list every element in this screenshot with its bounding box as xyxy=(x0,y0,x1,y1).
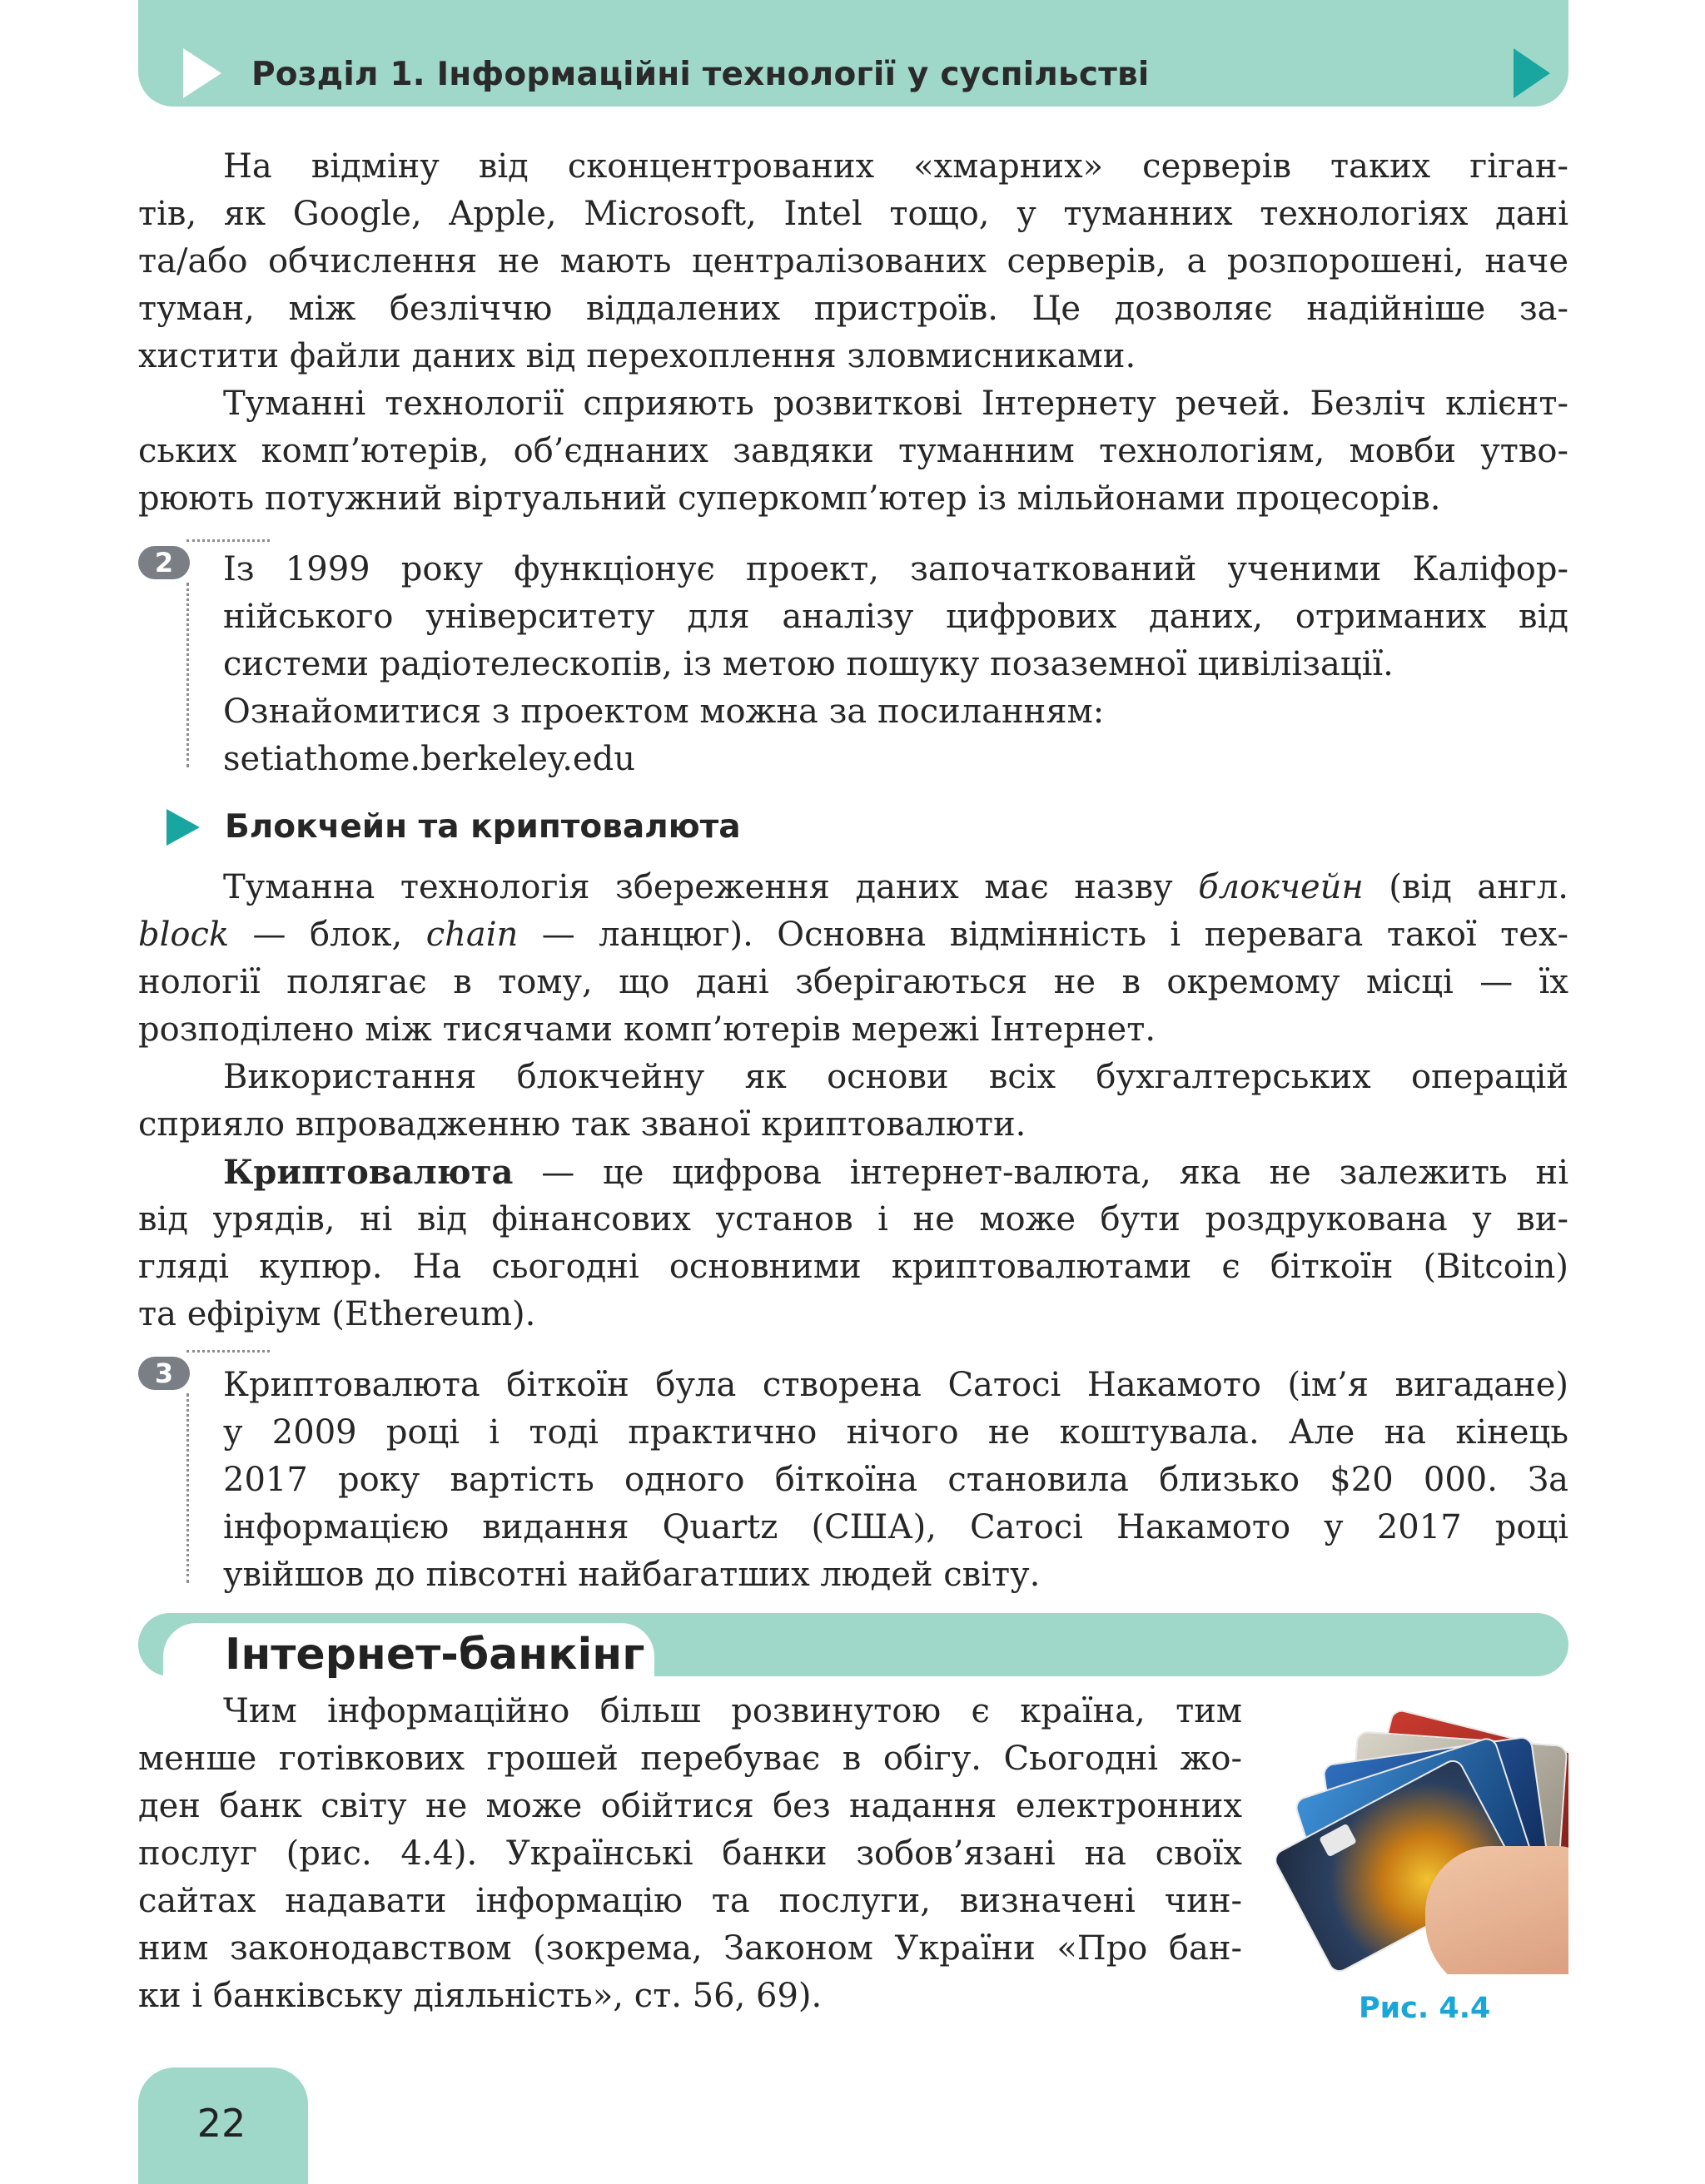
text-line: від урядів, ні від фінансових установ і не може бути роздрукована у ви- xyxy=(138,1200,1568,1238)
subheading-arrow-icon xyxy=(167,809,200,846)
text-line: Чим інформаційно більш розвинутою є країна, тим xyxy=(223,1692,1242,1730)
text-line: Ознайомитися з проектом можна за посиланням: xyxy=(223,692,1105,731)
text-line: Із 1999 року функціонує проект, започаткований ученими Каліфор- xyxy=(223,550,1568,588)
seti-link[interactable]: setiathome.berkeley.edu xyxy=(223,740,635,778)
paragraph-fog-technologies xyxy=(138,143,1568,380)
text-line: Використання блокчейну як основи всіх бухгалтерських операцій xyxy=(223,1058,1568,1096)
note-divider xyxy=(186,1350,270,1353)
page-number: 22 xyxy=(196,2101,246,2146)
text-line: гляді купюр. На сьогодні основними криптовалютами є біткоїн (Bitcoin) xyxy=(138,1248,1568,1286)
text-line: Туманні технології сприяють розвиткові Інтернету речей. Безліч клієнт- xyxy=(223,385,1568,423)
text-line: та/або обчислення не мають централізованих серверів, а розпорошені, наче xyxy=(138,242,1568,280)
text-line: у 2009 році і тоді практично нічого не коштувала. Але на кінець xyxy=(223,1413,1568,1452)
text-line: сайтах надавати інформацію та послуги, визначені чин- xyxy=(138,1882,1242,1920)
note-satoshi-nakamoto xyxy=(223,1362,1568,1599)
note-margin-line xyxy=(186,583,189,767)
text-line: ських комп’ютерів, об’єднаних завдяки туманним технологіям, мовби утво- xyxy=(138,432,1568,470)
text-line: сприяло впровадженню так званої криптовалюти. xyxy=(138,1105,1026,1144)
text-line: ки і банківську діяльність», ст. 56, 69). xyxy=(138,1977,823,2015)
text-line xyxy=(138,864,1568,911)
term-blockchain: блокчейн xyxy=(1198,868,1364,906)
paragraph-internet-banking xyxy=(138,1688,1242,2020)
text-run: — ланцюг). Основна відмінність і перевага такої тех- xyxy=(518,916,1568,954)
term-chain: chain xyxy=(425,916,519,954)
text-line xyxy=(138,911,1568,959)
text-line: ден банк світу не може обійтися без надання електронних xyxy=(138,1787,1242,1825)
text-line: системи радіотелескопів, із метою пошуку позаземної цивілізації. xyxy=(223,645,1394,683)
text-line: хистити файли даних від перехоплення зловмисниками. xyxy=(138,337,1136,375)
text-line: рюють потужний віртуальний суперкомп’ютер із мільйонами процесорів. xyxy=(138,479,1441,518)
text-run: Туманна технологія збереження даних має назву xyxy=(223,868,1199,906)
text-line: туман, між безліччю віддалених пристроїв. Це дозволяє надійніше за- xyxy=(138,290,1568,328)
text-line: увійшов до півсотні найбагатших людей світу. xyxy=(223,1556,1041,1594)
text-run: (від англ. xyxy=(1363,868,1568,906)
text-line: послуг (рис. 4.4). Українські банки зобов’язані на своїх xyxy=(138,1834,1242,1873)
paragraph-accounting xyxy=(138,1054,1568,1149)
text-line: 2017 року вартість одного біткоїна становила близько $20 000. За xyxy=(223,1461,1568,1499)
note-number-badge: 2 xyxy=(138,546,190,579)
text-line: менше готівкових грошей перебуває в обігу. Сьогодні жо- xyxy=(138,1740,1242,1778)
figure-caption: Рис. 4.4 xyxy=(1359,1992,1491,2025)
note-seti-project xyxy=(223,546,1568,783)
header-arrow-icon xyxy=(183,48,221,98)
note-margin-line xyxy=(186,1393,189,1583)
text-run: — це цифрова інтернет-валюта, яка не залежить ні xyxy=(513,1154,1568,1192)
text-line: На відміну від сконцентрованих «хмарних» серверів таких гіган- xyxy=(223,147,1568,186)
text-line xyxy=(138,1149,1568,1196)
text-line: нології полягає в тому, що дані зберігаються не в окремому місці — їх xyxy=(138,963,1568,1001)
text-line: тів, як Google, Apple, Microsoft, Intel тощо, у туманних технологіях дані xyxy=(138,195,1568,233)
paragraph-blockchain xyxy=(138,864,1568,1054)
text-line: нійського університету для аналізу цифрових даних, отриманих від xyxy=(223,598,1568,636)
term-block: block xyxy=(138,916,230,954)
note-number-badge: 3 xyxy=(138,1357,190,1390)
text-line: розподілено між тисячами комп’ютерів мережі Інтернет. xyxy=(138,1010,1156,1049)
note-divider xyxy=(186,539,270,542)
text-line: та ефіріум (Ethereum). xyxy=(138,1295,536,1333)
header-arrow-right-icon xyxy=(1514,48,1550,98)
paragraph-cryptocurrency-definition xyxy=(138,1149,1568,1338)
chapter-title: Розділ 1. Інформаційні технології у суспільстві xyxy=(251,56,1150,93)
hand-image xyxy=(1425,1846,1568,1974)
section-title-internet-banking: Інтернет-банкінг xyxy=(225,1630,645,1680)
text-line: інформацією видання Quartz (США), Сатосі Накамото у 2017 році xyxy=(223,1508,1568,1546)
text-run: — блок, xyxy=(229,916,426,954)
term-cryptocurrency: Криптовалюта xyxy=(223,1153,514,1192)
text-line: Криптовалюта біткоїн була створена Сатосі Накамото (ім’я вигадане) xyxy=(223,1366,1568,1404)
bank-cards-figure xyxy=(1275,1706,1568,1974)
text-line: ним законодавством (зокрема, Законом України «Про бан- xyxy=(138,1929,1242,1968)
paragraph-internet-of-things xyxy=(138,380,1568,523)
subheading-blockchain: Блокчейн та криптовалюта xyxy=(225,808,741,846)
